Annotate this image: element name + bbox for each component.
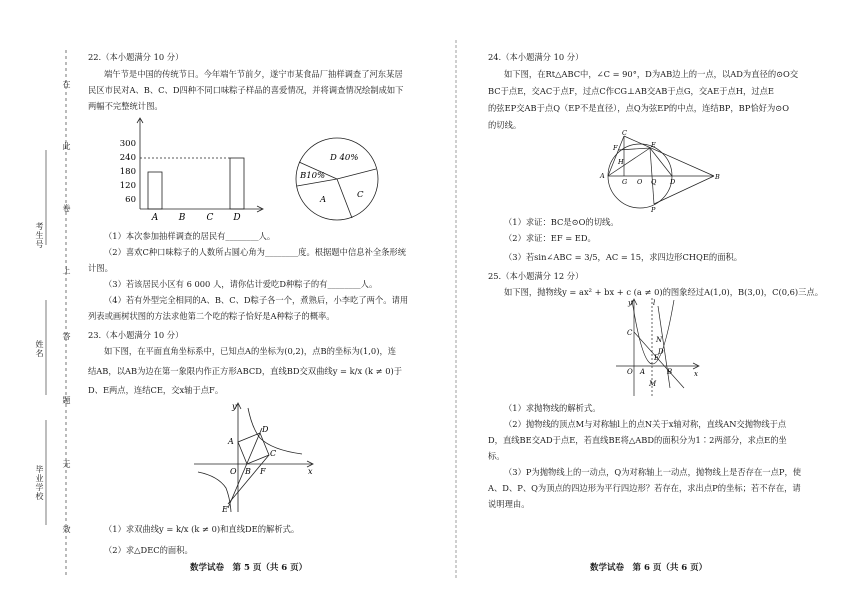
q25-label-n: N: [656, 336, 663, 344]
page-divider: [455, 40, 459, 580]
right-footer: 数学试卷 第 6 页（共 6 页）: [590, 563, 708, 573]
q24-label-p: P: [651, 206, 656, 214]
school-label: 毕业学校: [35, 465, 44, 501]
seal-char-7: 无: [62, 460, 71, 469]
left-footer: 数学试卷 第 5 页（共 6 页）: [190, 563, 308, 573]
y-tick-120: 120: [119, 181, 136, 191]
pie-label-c: C: [357, 190, 364, 200]
x-cat-c: C: [206, 213, 214, 223]
q22-header: 22.（本小题满分 10 分）: [88, 52, 184, 62]
q24-figure: [596, 128, 726, 214]
q22-sub-4b: 列表或画树状图的方法求他第二个吃的粽子恰好是A种粽子的概率。: [88, 311, 335, 321]
y-tick-60: 60: [125, 195, 136, 205]
q24-label-q: Q: [651, 178, 657, 186]
q24-label-b: B: [715, 173, 720, 181]
x-cat-d: D: [233, 213, 241, 223]
pie-label-d: D 40%: [330, 153, 359, 163]
q24-sub-2: （2）求证：EF = ED。: [504, 233, 596, 243]
q25-sub-2c: 标。: [488, 451, 505, 461]
binding-dashed-line: [0, 0, 80, 612]
seal-char-1: 在: [62, 80, 71, 89]
q25-label-b: B: [667, 368, 673, 376]
q23-label-y: y: [232, 402, 237, 411]
q24-sub-3: （3）若sin∠ABC = 3/5，AC = 15，求四边形CHQE的面积。: [504, 252, 743, 262]
bar-d: [230, 158, 244, 209]
q23-label-x: x: [308, 467, 313, 476]
pie-divider-1: [337, 169, 376, 179]
q23-subquestions: [88, 518, 448, 560]
q25-label-m: M: [649, 380, 657, 388]
q23-sub-2: （2）求△DEC的面积。: [104, 545, 193, 555]
q25-label-o: O: [627, 368, 633, 376]
q24-sub-1: （1）求证：BC是⊙O的切线。: [504, 217, 619, 227]
q23-label-b: B: [245, 467, 251, 476]
y-tick-300: 300: [119, 139, 136, 149]
q23-label-a: A: [228, 437, 234, 446]
pie-label-a: A: [320, 195, 327, 205]
q24-label-o: O: [637, 178, 643, 186]
q25-subquestions: [488, 400, 838, 512]
q22-sub-3: （3）若该居民小区有 6 000 人，请你估计爱吃D种粽子的有________人。: [104, 279, 378, 289]
pie-divider-4: [337, 179, 352, 218]
q24-intro-line-2: BC于点E，交AC于点F，过点C作CG⊥AB交AB于点G，交AE于点H，过点E: [488, 86, 774, 96]
q25-label-d: D: [658, 348, 664, 356]
q25-header: 25.（本小题满分 12 分）: [488, 271, 584, 281]
seal-char-3: 卷: [62, 204, 71, 213]
name-label: 姓名: [35, 340, 44, 358]
q23-intro: [88, 343, 448, 399]
q25-sub-3: （3）P为抛物线上的一动点，Q为对称轴上一动点，抛物线上是否存在一点P，使: [504, 467, 802, 477]
q23-intro-line-1: 如下图，在平面直角坐标系中，已知点A的坐标为(0,2)，点B的坐标为(1,0)，连: [104, 346, 397, 356]
q25-sub-2b: D，直线BE交AD于点E，若直线BE将△ABD的面积分为1∶2两部分，求点E的坐: [488, 435, 787, 445]
q22-sub-2b: 计图。: [88, 263, 113, 273]
q23-label-f: F: [260, 467, 266, 476]
q25-label-y: y: [628, 299, 632, 307]
q23-hyperbola-branch-1: [248, 408, 302, 454]
q23-label-o: O: [230, 467, 237, 476]
q22-intro: [88, 66, 443, 114]
q25-sub-2: （2）抛物线的顶点M与对称轴l上的点N关于x轴对称，直线AN交抛物线于点: [504, 419, 787, 429]
q22-intro-line-2: 民区市民对A、B、C、D四种不同口味粽子样品的喜爱情况，并将调查情况绘制成如下: [88, 85, 404, 95]
q24-label-e: E: [651, 141, 656, 149]
q24-header: 24.（本小题满分 10 分）: [488, 52, 584, 62]
q25-label-e: E: [654, 354, 660, 362]
q22-pie-chart: [290, 134, 390, 224]
seal-char-8: 效: [62, 525, 71, 534]
x-cat-a: A: [151, 213, 159, 223]
q24-line-ac: [608, 136, 624, 176]
q24-intro: [488, 66, 838, 134]
q25-sub-3b: A、D、P、Q为顶点的四边形为平行四边形？若存在，求出点P的坐标；若不存在，请: [488, 483, 801, 493]
q24-intro-line-1: 如下图，在Rt△ABC中，∠C = 90°，D为AB边上的一点，以AD为直径的⊙O交: [504, 69, 799, 79]
q25-sub-3c: 说明理由。: [488, 499, 530, 509]
seal-char-5: 答: [62, 332, 71, 341]
pie-label-b: B10%: [300, 171, 326, 181]
q23-intro-line-2: 结AB，以AB为边在第一象限内作正方形ABCD，直线BD交双曲线y = k/x (k ≠ 0)于: [88, 366, 403, 376]
q25-label-x: x: [694, 370, 698, 378]
q22-intro-line-1: 端午节是中国的传统节日。今年端午节前夕，遂宁市某食品厂抽样调查了河东某居: [104, 69, 403, 79]
q23-intro-line-3: D、E两点，连结CE，交x轴于点F。: [88, 385, 224, 395]
q25-sub-1: （1）求抛物线的解析式。: [504, 403, 601, 413]
q23-sub-1: （1）求双曲线y = k/x (k ≠ 0)和直线DE的解析式。: [104, 524, 300, 534]
seal-char-2: 此: [62, 142, 71, 151]
q24-label-h: H: [618, 158, 624, 166]
q24-label-d: D: [670, 178, 676, 186]
q23-line-ce: [228, 455, 269, 504]
q25-intro-line-1: 如下图，抛物线y = ax² + bx + c (a ≠ 0)的图象经过A(1,0)，B(3,0)，C(0,6)三点。: [504, 287, 824, 297]
q24-label-a: A: [600, 172, 605, 180]
q24-intro-line-3: 的弦EP交AB于点Q（EP不是直径），点Q为弦EP的中点，连结BP，BP恰好为⊙O: [488, 103, 789, 113]
q24-line-bp: [654, 176, 714, 204]
q25-label-a: A: [640, 368, 646, 376]
q23-label-d: D: [262, 425, 269, 434]
exam-number-label: 考生号: [35, 222, 44, 249]
q25-figure: [612, 296, 702, 398]
q22-sub-1: （1）本次参加抽样调查的居民有________人。: [104, 231, 276, 241]
q24-intro-line-4: 的切线。: [488, 120, 522, 130]
q25-label-l: l: [653, 299, 656, 307]
q22-intro-line-3: 两幅不完整统计图。: [88, 101, 163, 111]
q24-label-f: F: [613, 144, 618, 152]
seal-char-6: 题: [62, 396, 71, 405]
q23-figure: [190, 400, 320, 518]
bar-a: [148, 172, 162, 209]
q22-sub-2: （2）喜欢C种口味粽子的人数所占圆心角为________度。根据题中信息补全条形统: [104, 247, 407, 257]
q22-subquestions: [88, 228, 448, 324]
q23-header: 23.（本小题满分 10 分）: [88, 330, 184, 340]
q22-bar-chart: [110, 114, 270, 226]
y-tick-180: 180: [119, 167, 136, 177]
q24-line-ae: [608, 148, 650, 176]
q25-label-c: C: [627, 329, 633, 337]
q24-label-c: C: [622, 129, 627, 137]
q23-label-c: C: [270, 449, 277, 458]
q25-parabola: [632, 300, 674, 364]
q22-sub-4: （4）若有外型完全相同的A、B、C、D粽子各一个，煮熟后，小李吃了两个。请用: [104, 295, 409, 305]
q24-subquestions: [488, 214, 838, 268]
q24-label-g: G: [622, 178, 628, 186]
seal-char-4: 上: [62, 266, 71, 275]
x-cat-b: B: [178, 213, 186, 223]
q23-label-e: E: [222, 505, 228, 514]
y-tick-240: 240: [119, 153, 136, 163]
